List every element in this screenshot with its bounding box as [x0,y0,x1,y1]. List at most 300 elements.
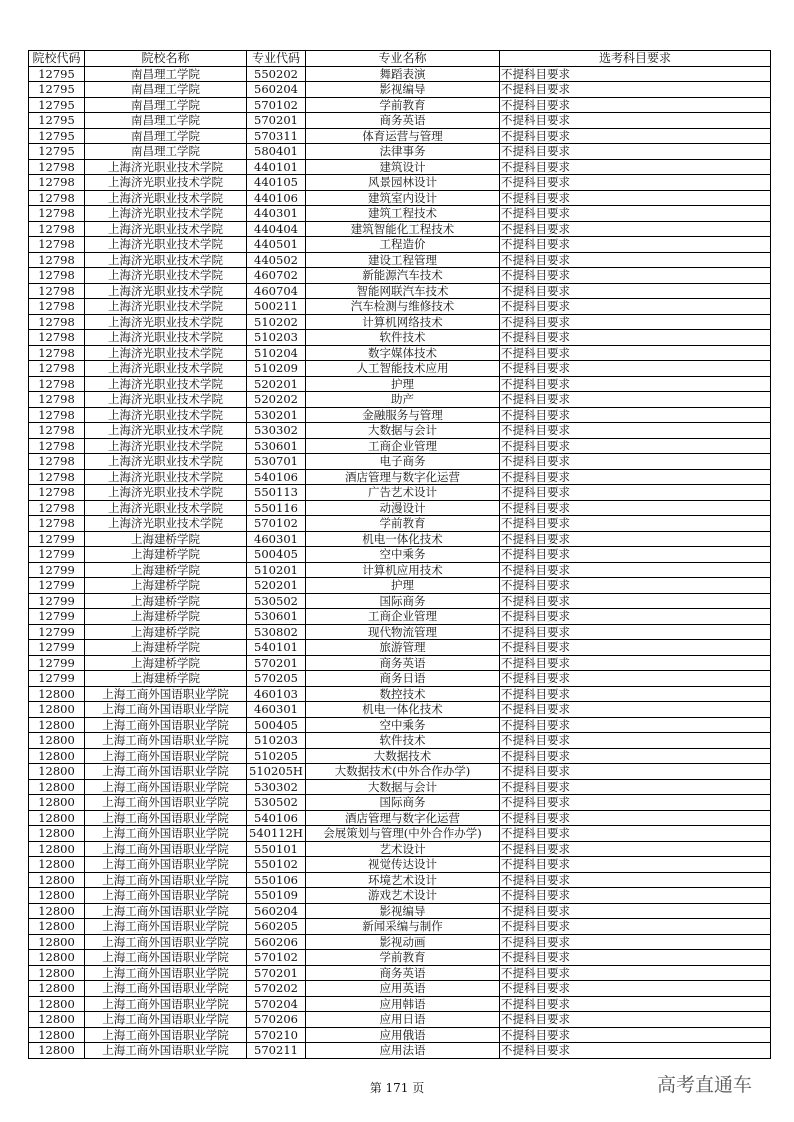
cell-major-code: 520201 [247,578,306,594]
cell-major-name: 工商企业管理 [306,438,500,454]
cell-major-name: 建筑设计 [306,159,500,175]
cell-major-code: 510202 [247,314,306,330]
cell-subject-requirement: 不提科目要求 [500,252,771,268]
cell-subject-requirement: 不提科目要求 [500,702,771,718]
table-row [29,562,771,578]
cell-school-code: 12799 [29,624,85,640]
cell-school-code: 12795 [29,128,85,144]
cell-school-name: 上海工商外国语职业学院 [85,857,247,873]
cell-major-name: 应用韩语 [306,996,500,1012]
cell-subject-requirement: 不提科目要求 [500,485,771,501]
cell-major-name: 大数据技术(中外合作办学) [306,764,500,780]
cell-major-code: 530601 [247,438,306,454]
cell-school-name: 上海济光职业技术学院 [85,500,247,516]
cell-subject-requirement: 不提科目要求 [500,547,771,563]
cell-school-code: 12798 [29,299,85,315]
cell-school-name: 上海济光职业技术学院 [85,190,247,206]
table-row [29,469,771,485]
cell-school-code: 12800 [29,748,85,764]
cell-major-name: 空中乘务 [306,547,500,563]
cell-school-code: 12798 [29,454,85,470]
cell-major-code: 520201 [247,376,306,392]
cell-major-code: 540112H [247,826,306,842]
cell-major-name: 学前教育 [306,950,500,966]
cell-major-name: 应用法语 [306,1043,500,1059]
table-row [29,919,771,935]
cell-school-code: 12800 [29,934,85,950]
cell-school-name: 上海工商外国语职业学院 [85,996,247,1012]
cell-subject-requirement: 不提科目要求 [500,593,771,609]
cell-major-code: 460301 [247,531,306,547]
cell-school-name: 南昌理工学院 [85,66,247,82]
cell-major-code: 570201 [247,965,306,981]
cell-subject-requirement: 不提科目要求 [500,221,771,237]
cell-subject-requirement: 不提科目要求 [500,655,771,671]
cell-subject-requirement: 不提科目要求 [500,159,771,175]
cell-school-name: 上海济光职业技术学院 [85,159,247,175]
cell-school-name: 上海工商外国语职业学院 [85,888,247,904]
cell-school-name: 上海建桥学院 [85,609,247,625]
cell-school-code: 12800 [29,702,85,718]
cell-subject-requirement: 不提科目要求 [500,97,771,113]
cell-major-code: 530502 [247,593,306,609]
cell-subject-requirement: 不提科目要求 [500,376,771,392]
cell-school-code: 12798 [29,438,85,454]
cell-subject-requirement: 不提科目要求 [500,903,771,919]
cell-major-name: 艺术设计 [306,841,500,857]
table-row [29,779,771,795]
cell-major-name: 应用俄语 [306,1027,500,1043]
cell-major-name: 助产 [306,392,500,408]
cell-subject-requirement: 不提科目要求 [500,423,771,439]
cell-subject-requirement: 不提科目要求 [500,919,771,935]
cell-subject-requirement: 不提科目要求 [500,531,771,547]
cell-subject-requirement: 不提科目要求 [500,516,771,532]
cell-major-code: 570206 [247,1012,306,1028]
cell-school-name: 上海工商外国语职业学院 [85,1043,247,1059]
table-row [29,1043,771,1059]
cell-school-code: 12800 [29,888,85,904]
cell-major-name: 动漫设计 [306,500,500,516]
cell-school-name: 上海建桥学院 [85,562,247,578]
cell-subject-requirement: 不提科目要求 [500,872,771,888]
table-row [29,717,771,733]
page-number: 第 171 页 [369,1081,425,1095]
cell-school-code: 12800 [29,795,85,811]
cell-school-name: 上海济光职业技术学院 [85,237,247,253]
cell-school-code: 12800 [29,686,85,702]
cell-school-code: 12799 [29,531,85,547]
cell-major-code: 570102 [247,516,306,532]
table-row [29,407,771,423]
table-row [29,810,771,826]
cell-major-code: 510203 [247,733,306,749]
cell-school-code: 12800 [29,826,85,842]
table-row [29,361,771,377]
major-requirements-table [28,50,771,1059]
table-row [29,82,771,98]
table-row [29,872,771,888]
table-row [29,702,771,718]
cell-subject-requirement: 不提科目要求 [500,888,771,904]
cell-major-code: 550113 [247,485,306,501]
cell-school-code: 12798 [29,314,85,330]
table-row [29,438,771,454]
cell-major-name: 软件技术 [306,733,500,749]
cell-major-code: 460702 [247,268,306,284]
cell-school-name: 上海工商外国语职业学院 [85,872,247,888]
cell-subject-requirement: 不提科目要求 [500,965,771,981]
cell-major-code: 560205 [247,919,306,935]
cell-school-name: 上海工商外国语职业学院 [85,733,247,749]
cell-major-code: 530802 [247,624,306,640]
cell-major-code: 460301 [247,702,306,718]
cell-school-name: 上海济光职业技术学院 [85,314,247,330]
table-row [29,841,771,857]
cell-major-code: 460103 [247,686,306,702]
cell-school-name: 南昌理工学院 [85,128,247,144]
cell-school-code: 12800 [29,717,85,733]
cell-subject-requirement: 不提科目要求 [500,624,771,640]
cell-subject-requirement: 不提科目要求 [500,764,771,780]
cell-major-code: 520202 [247,392,306,408]
cell-school-name: 上海济光职业技术学院 [85,345,247,361]
cell-school-name: 上海济光职业技术学院 [85,469,247,485]
cell-school-name: 上海济光职业技术学院 [85,392,247,408]
table-row [29,547,771,563]
cell-school-name: 上海工商外国语职业学院 [85,764,247,780]
table-row [29,392,771,408]
cell-subject-requirement: 不提科目要求 [500,438,771,454]
cell-school-code: 12798 [29,345,85,361]
header-major-name: 专业名称 [306,51,500,67]
cell-subject-requirement: 不提科目要求 [500,826,771,842]
cell-major-name: 会展策划与管理(中外合作办学) [306,826,500,842]
cell-school-code: 12795 [29,82,85,98]
cell-subject-requirement: 不提科目要求 [500,175,771,191]
cell-school-name: 上海济光职业技术学院 [85,268,247,284]
cell-school-code: 12798 [29,221,85,237]
cell-school-name: 南昌理工学院 [85,82,247,98]
cell-major-name: 建筑智能化工程技术 [306,221,500,237]
cell-major-name: 体育运营与管理 [306,128,500,144]
cell-major-name: 大数据技术 [306,748,500,764]
cell-major-code: 550116 [247,500,306,516]
cell-major-code: 550109 [247,888,306,904]
cell-subject-requirement: 不提科目要求 [500,640,771,656]
cell-school-name: 上海济光职业技术学院 [85,438,247,454]
header-subject-requirement: 选考科目要求 [500,51,771,67]
cell-major-code: 510201 [247,562,306,578]
cell-major-name: 酒店管理与数字化运营 [306,810,500,826]
cell-major-code: 570204 [247,996,306,1012]
cell-major-code: 530601 [247,609,306,625]
cell-school-code: 12798 [29,392,85,408]
table-row [29,671,771,687]
cell-school-name: 上海工商外国语职业学院 [85,1012,247,1028]
cell-major-code: 560204 [247,903,306,919]
table-row [29,500,771,516]
cell-major-code: 500211 [247,299,306,315]
table-row [29,748,771,764]
cell-school-name: 上海建桥学院 [85,593,247,609]
cell-school-code: 12798 [29,500,85,516]
cell-major-name: 学前教育 [306,516,500,532]
cell-school-code: 12798 [29,423,85,439]
cell-subject-requirement: 不提科目要求 [500,144,771,160]
cell-school-name: 上海工商外国语职业学院 [85,934,247,950]
cell-school-name: 上海建桥学院 [85,671,247,687]
table-row [29,981,771,997]
cell-school-code: 12795 [29,144,85,160]
cell-major-code: 570211 [247,1043,306,1059]
cell-subject-requirement: 不提科目要求 [500,686,771,702]
table-row [29,423,771,439]
cell-school-name: 南昌理工学院 [85,97,247,113]
table-row [29,175,771,191]
table-row [29,144,771,160]
cell-school-code: 12798 [29,252,85,268]
cell-major-name: 视觉传达设计 [306,857,500,873]
cell-major-name: 现代物流管理 [306,624,500,640]
header-school-name: 院校名称 [85,51,247,67]
cell-major-name: 舞蹈表演 [306,66,500,82]
cell-major-code: 510204 [247,345,306,361]
table-row [29,950,771,966]
cell-school-code: 12798 [29,206,85,222]
cell-subject-requirement: 不提科目要求 [500,1012,771,1028]
table-row [29,128,771,144]
cell-major-code: 500405 [247,717,306,733]
table-row [29,531,771,547]
cell-school-code: 12795 [29,66,85,82]
cell-school-name: 上海济光职业技术学院 [85,283,247,299]
cell-major-code: 580401 [247,144,306,160]
cell-school-code: 12798 [29,361,85,377]
cell-major-name: 商务英语 [306,113,500,129]
cell-school-code: 12799 [29,640,85,656]
cell-school-code: 12800 [29,810,85,826]
cell-major-code: 440106 [247,190,306,206]
cell-school-name: 上海建桥学院 [85,640,247,656]
cell-school-code: 12798 [29,159,85,175]
cell-major-code: 440501 [247,237,306,253]
cell-major-name: 国际商务 [306,593,500,609]
cell-major-name: 汽车检测与维修技术 [306,299,500,315]
cell-subject-requirement: 不提科目要求 [500,113,771,129]
cell-school-code: 12798 [29,330,85,346]
cell-major-name: 风景园林设计 [306,175,500,191]
table-row [29,454,771,470]
cell-subject-requirement: 不提科目要求 [500,562,771,578]
cell-major-code: 570311 [247,128,306,144]
cell-school-name: 上海工商外国语职业学院 [85,826,247,842]
cell-school-name: 上海济光职业技术学院 [85,175,247,191]
cell-school-code: 12799 [29,562,85,578]
cell-major-name: 工商企业管理 [306,609,500,625]
cell-major-code: 550102 [247,857,306,873]
cell-subject-requirement: 不提科目要求 [500,314,771,330]
cell-major-name: 护理 [306,578,500,594]
cell-school-name: 南昌理工学院 [85,144,247,160]
cell-subject-requirement: 不提科目要求 [500,857,771,873]
table-row [29,66,771,82]
cell-school-code: 12799 [29,609,85,625]
cell-school-code: 12800 [29,872,85,888]
cell-school-name: 上海工商外国语职业学院 [85,919,247,935]
cell-major-name: 护理 [306,376,500,392]
cell-major-name: 机电一体化技术 [306,702,500,718]
cell-school-name: 上海工商外国语职业学院 [85,748,247,764]
cell-subject-requirement: 不提科目要求 [500,128,771,144]
table-row [29,252,771,268]
cell-school-code: 12798 [29,190,85,206]
cell-school-code: 12800 [29,857,85,873]
cell-major-code: 530502 [247,795,306,811]
cell-major-code: 440105 [247,175,306,191]
table-row [29,888,771,904]
cell-school-code: 12798 [29,237,85,253]
cell-major-name: 商务英语 [306,965,500,981]
table-row [29,826,771,842]
cell-school-name: 上海工商外国语职业学院 [85,965,247,981]
cell-major-name: 工程造价 [306,237,500,253]
cell-subject-requirement: 不提科目要求 [500,330,771,346]
cell-subject-requirement: 不提科目要求 [500,237,771,253]
cell-major-name: 数控技术 [306,686,500,702]
table-row [29,857,771,873]
cell-school-code: 12800 [29,779,85,795]
cell-major-name: 计算机应用技术 [306,562,500,578]
table-row [29,733,771,749]
cell-major-code: 510203 [247,330,306,346]
cell-major-code: 440301 [247,206,306,222]
cell-major-name: 应用英语 [306,981,500,997]
cell-school-name: 上海济光职业技术学院 [85,221,247,237]
cell-major-name: 电子商务 [306,454,500,470]
cell-school-name: 上海济光职业技术学院 [85,299,247,315]
table-row [29,113,771,129]
cell-school-code: 12799 [29,671,85,687]
cell-subject-requirement: 不提科目要求 [500,671,771,687]
cell-major-name: 法律事务 [306,144,500,160]
cell-major-name: 影视动画 [306,934,500,950]
cell-school-code: 12798 [29,268,85,284]
cell-subject-requirement: 不提科目要求 [500,950,771,966]
cell-subject-requirement: 不提科目要求 [500,609,771,625]
cell-subject-requirement: 不提科目要求 [500,733,771,749]
cell-school-code: 12800 [29,903,85,919]
cell-school-name: 南昌理工学院 [85,113,247,129]
cell-school-name: 上海济光职业技术学院 [85,516,247,532]
cell-major-code: 440101 [247,159,306,175]
cell-school-code: 12800 [29,733,85,749]
cell-school-name: 上海建桥学院 [85,531,247,547]
cell-major-code: 500405 [247,547,306,563]
cell-subject-requirement: 不提科目要求 [500,500,771,516]
cell-school-code: 12800 [29,841,85,857]
cell-major-code: 560206 [247,934,306,950]
table-row [29,764,771,780]
cell-school-code: 12798 [29,376,85,392]
cell-major-name: 计算机网络技术 [306,314,500,330]
cell-major-name: 智能网联汽车技术 [306,283,500,299]
header-major-code: 专业代码 [247,51,306,67]
cell-subject-requirement: 不提科目要求 [500,1043,771,1059]
cell-subject-requirement: 不提科目要求 [500,299,771,315]
cell-subject-requirement: 不提科目要求 [500,454,771,470]
cell-major-code: 570102 [247,97,306,113]
cell-school-name: 上海济光职业技术学院 [85,361,247,377]
cell-school-name: 上海建桥学院 [85,578,247,594]
cell-school-code: 12799 [29,547,85,563]
cell-school-name: 上海济光职业技术学院 [85,330,247,346]
cell-major-name: 国际商务 [306,795,500,811]
cell-school-name: 上海工商外国语职业学院 [85,779,247,795]
cell-subject-requirement: 不提科目要求 [500,82,771,98]
cell-school-code: 12800 [29,1043,85,1059]
cell-major-name: 建筑室内设计 [306,190,500,206]
cell-school-name: 上海工商外国语职业学院 [85,795,247,811]
cell-major-name: 大数据与会计 [306,423,500,439]
cell-major-code: 570201 [247,113,306,129]
cell-major-name: 金融服务与管理 [306,407,500,423]
cell-school-name: 上海工商外国语职业学院 [85,903,247,919]
cell-subject-requirement: 不提科目要求 [500,779,771,795]
table-row [29,903,771,919]
cell-major-code: 560204 [247,82,306,98]
cell-school-code: 12800 [29,981,85,997]
cell-major-code: 530302 [247,423,306,439]
table-row [29,686,771,702]
table-row [29,283,771,299]
table-row [29,996,771,1012]
cell-school-name: 上海济光职业技术学院 [85,485,247,501]
cell-school-code: 12798 [29,469,85,485]
table-row [29,934,771,950]
cell-school-name: 上海济光职业技术学院 [85,252,247,268]
table-row [29,299,771,315]
cell-major-name: 应用日语 [306,1012,500,1028]
cell-school-code: 12798 [29,407,85,423]
table-header-row [29,51,771,67]
cell-major-name: 商务英语 [306,655,500,671]
cell-major-name: 环境艺术设计 [306,872,500,888]
cell-school-code: 12800 [29,1027,85,1043]
cell-major-code: 440502 [247,252,306,268]
table-row [29,97,771,113]
cell-major-name: 影视编导 [306,903,500,919]
table-row [29,485,771,501]
cell-subject-requirement: 不提科目要求 [500,283,771,299]
table-row [29,376,771,392]
brand-logo-text: 高考直通车 [657,1074,753,1096]
cell-school-name: 上海建桥学院 [85,624,247,640]
cell-subject-requirement: 不提科目要求 [500,345,771,361]
cell-subject-requirement: 不提科目要求 [500,996,771,1012]
cell-subject-requirement: 不提科目要求 [500,841,771,857]
cell-major-name: 旅游管理 [306,640,500,656]
cell-major-code: 570102 [247,950,306,966]
cell-school-name: 上海工商外国语职业学院 [85,717,247,733]
cell-major-name: 游戏艺术设计 [306,888,500,904]
cell-major-name: 学前教育 [306,97,500,113]
cell-school-name: 上海工商外国语职业学院 [85,810,247,826]
table-row [29,190,771,206]
cell-school-code: 12798 [29,175,85,191]
cell-major-code: 570205 [247,671,306,687]
cell-school-code: 12798 [29,516,85,532]
